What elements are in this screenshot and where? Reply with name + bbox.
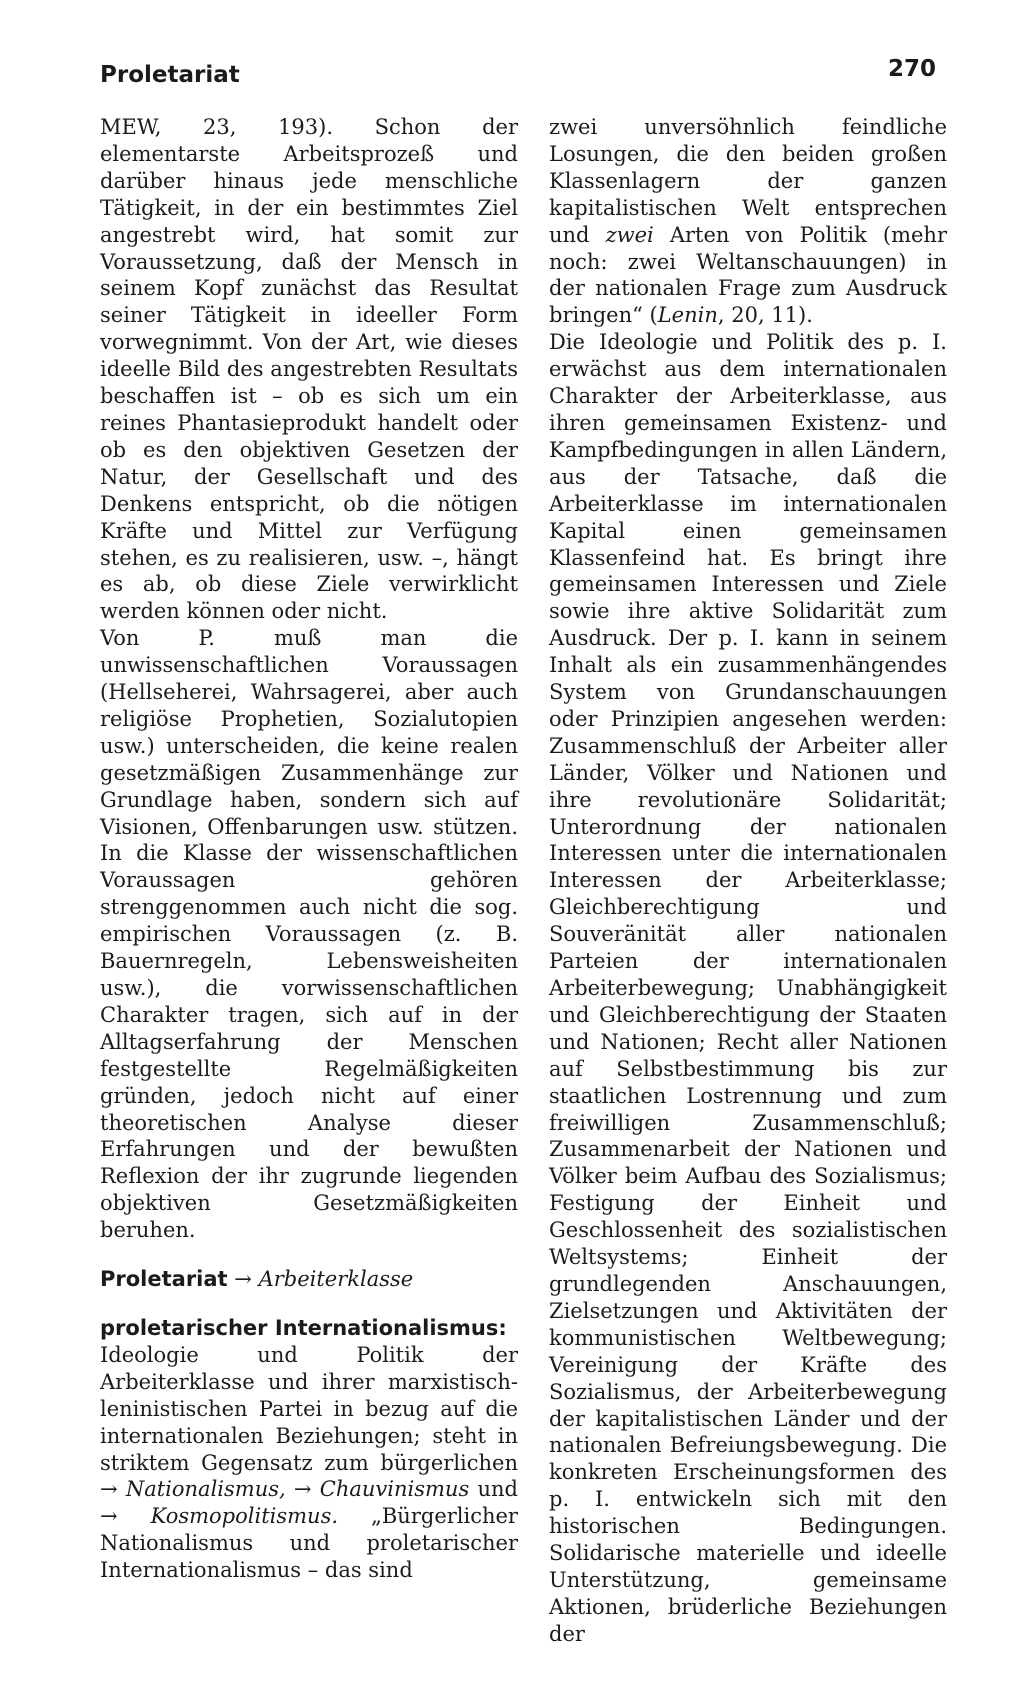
cross-reference-arrow-icon: →: [100, 1504, 118, 1529]
quotation-continued: [549, 114, 947, 329]
cross-reference: Kosmopolitismus.: [150, 1504, 339, 1529]
running-head: Proletariat: [100, 62, 240, 88]
body-paragraph: Die Ideologie und Politik des p. I. erwächst aus dem internationalen Charakter der Arbeiterklasse, aus ihren gemeinsamen Existenz- und Kampfbedingungen in allen Ländern, aus der Tatsache, daß die Arbeiterklasse im internationalen Kapital einen gemeinsamen Klassenfeind hat. Es bringt ihre gemeinsamen Interessen und Ziele sowie ihre aktive Solidarität zum Ausdruck. Der p. I. kann in seinem Inhalt als ein zusammenhängendes System von Grundanschauungen oder Prinzipien angesehen werden: Zusammenschluß der Arbeiter aller Länder, Völker und Nationen und ihre revolutionäre Solidarität; Unterordnung der nationalen Interessen unter die internationalen Interessen der Arbeiterklasse; Gleichberechtigung und Souveränität aller nationalen Parteien der internationalen Arbeiterbewegung; Unabhängigkeit und Gleichberechtigung der Staaten und Nationen; Recht aller Nationen auf Selbstbestimmung bis zur staatlichen Lostrennung und zum freiwilligen Zusammenschluß; Zusammenarbeit der Nationen und Völker beim Aufbau des Sozialismus; Festigung der Einheit und Geschlossenheit des sozialistischen Weltsystems; Einheit der grundlegenden Anschauungen, Zielsetzungen und Aktivitäten der kommunistischen Weltbewegung; Vereinigung der Kräfte des Sozialismus, der Arbeiterbewegung der kapitalistischen Länder und der nationalen Befreiungsbewegung. Die konkreten Erscheinungsformen des p. I. entwickeln sich mit den historischen Bedingungen. Solidarische materielle und ideelle Unterstützung, gemeinsame Aktionen, brüderliche Beziehungen der: [549, 330, 947, 1646]
entry-proletarischer-internationalismus: [100, 1315, 518, 1584]
cross-reference-arrow-icon: →: [293, 1477, 312, 1502]
entry-term: Proletariat: [100, 1267, 228, 1292]
entry-term: proletarischer Internationalismus:: [100, 1315, 507, 1340]
cross-reference-arrow-icon: →: [234, 1267, 252, 1292]
quotation-text: zwei unversöhnlich feindliche Losungen, die den beiden großen Klassenlagern der ganzen kapitalistischen Welt entsprechen und: [549, 115, 947, 247]
quotation: „Bürgerlicher Nationalismus und proletarischer Internationalismus – das sind: [100, 1504, 518, 1583]
body-paragraph: MEW, 23, 193). Schon der elementarste Arbeitsprozeß und darüber hinaus jede menschliche Tätigkeit, in der ein bestimmtes Ziel angestrebt wird, hat somit zur Voraussetzung, daß der Mensch in seinem Kopf zunächst das Resultat seiner Tätigkeit in ideeller Form vorwegnimmt. Von der Art, wie dieses ideelle Bild des angestrebten Resultats beschaffen ist – ob es sich um ein reines Phantasieprodukt handelt oder ob es den objektiven Gesetzen der Natur, der Gesellschaft und des Denkens entspricht, ob die nötigen Kräfte und Mittel zur Verfügung stehen, es zu realisieren, usw. –, hängt es ab, ob diese Ziele verwirklicht werden können oder nicht.: [100, 115, 518, 624]
definition-text: Ideologie und Politik der Arbeiterklasse und ihrer marxistisch-leninistischen Partei in bezug auf die internationalen Beziehungen; steht in striktem Gegensatz zum bürgerlichen: [100, 1342, 518, 1475]
page-number: 270: [887, 56, 936, 82]
cross-reference-arrow-icon: →: [100, 1477, 118, 1502]
cross-reference: Nationalismus,: [125, 1477, 286, 1502]
body-paragraph: Von P. muß man die unwissenschaftlichen Voraussagen (Hellseherei, Wahrsagerei, aber auch religiöse Prophetien, Sozialutopien usw.) unterscheiden, die keine realen gesetzmäßigen Zusammenhänge zur Grundlage haben, sondern sich auf Visionen, Offenbarungen usw. stützen. In die Klasse der wissenschaftlichen Voraussagen gehören strenggenommen auch nicht die sog. empirischen Voraussagen (z. B. Bauernregeln, Lebensweisheiten usw.), die vorwissenschaftlichen Charakter tragen, sich auf in der Alltagserfahrung der Menschen festgestellte Regelmäßigkeiten gründen, jedoch nicht auf einer theoretischen Analyse dieser Erfahrungen und der bewußten Reflexion der ihr zugrunde liegenden objektiven Gesetzmäßigkeiten beruhen.: [100, 626, 518, 1243]
citation-source: , 20, 11).: [717, 303, 813, 328]
entry-proletariat: [100, 1266, 518, 1293]
quotation-text: Arten von Politik (mehr noch: zwei Weltanschauungen) in der nationalen Frage zum Ausdruck bringen“ (: [549, 222, 947, 328]
conjunction: und: [477, 1477, 518, 1502]
emphasis: zwei: [605, 222, 654, 247]
right-column: [549, 114, 947, 1648]
citation-author: Lenin: [657, 303, 718, 328]
cross-reference: Arbeiterklasse: [258, 1267, 414, 1292]
left-column: [100, 114, 518, 1584]
cross-reference: Chauvinismus: [319, 1477, 470, 1502]
